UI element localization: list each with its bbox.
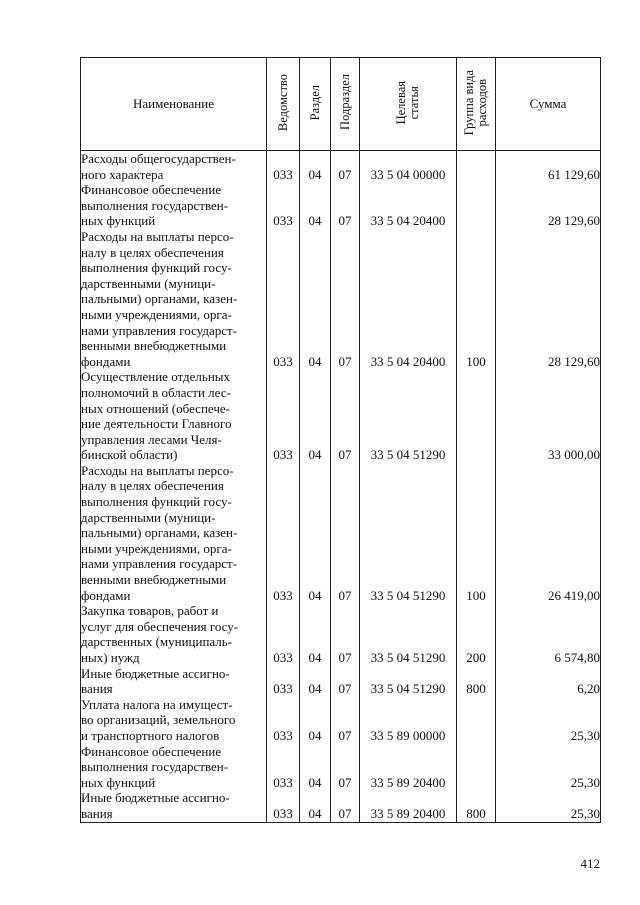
row-department: 033 bbox=[267, 229, 300, 369]
row-subsection: 07 bbox=[331, 666, 360, 697]
row-expense-group bbox=[457, 151, 496, 183]
row-target-article: 33 5 04 20400 bbox=[360, 229, 457, 369]
header-amount: Сумма bbox=[496, 58, 601, 151]
row-section: 04 bbox=[300, 369, 331, 463]
row-amount: 25,30 bbox=[496, 744, 601, 791]
row-name: Иные бюджетные ассигно- вания bbox=[81, 790, 230, 821]
header-target-article bbox=[360, 58, 457, 151]
row-expense-group: 100 bbox=[457, 463, 496, 603]
row-subsection: 07 bbox=[331, 151, 360, 183]
row-name-cell bbox=[81, 463, 267, 603]
row-amount: 25,30 bbox=[496, 790, 601, 822]
row-name-cell bbox=[81, 666, 267, 697]
table-row bbox=[81, 666, 601, 697]
row-name: Иные бюджетные ассигно- вания bbox=[81, 665, 230, 697]
row-name: Осуществление отдельных полномочий в области лес- ных отношений (обеспече- ние деятельности Главного управления лесами Челя- бинской области) bbox=[81, 369, 232, 463]
row-name-cell bbox=[81, 744, 267, 791]
row-target-article: 33 5 04 00000 bbox=[360, 151, 457, 183]
table-row bbox=[81, 790, 601, 822]
row-subsection: 07 bbox=[331, 603, 360, 665]
row-expense-group bbox=[457, 697, 496, 744]
row-subsection: 07 bbox=[331, 744, 360, 791]
row-expense-group: 100 bbox=[457, 229, 496, 369]
header-department-label: Ведомство bbox=[275, 73, 290, 131]
row-amount: 6 574,80 bbox=[496, 603, 601, 665]
row-name: Расходы на выплаты персо- налу в целях обеспечения выполнения функций госу- дарственными (муници- пальными) органами, казен- ными учреждениями, орга- нами управления государст- венными внебюджетными фондами bbox=[81, 228, 238, 369]
row-amount: 28 129,60 bbox=[496, 182, 601, 229]
table-row bbox=[81, 744, 601, 791]
table-row bbox=[81, 151, 601, 183]
row-target-article: 33 5 04 51290 bbox=[360, 603, 457, 665]
header-expense-group bbox=[457, 58, 496, 151]
row-section: 04 bbox=[300, 151, 331, 183]
row-name-cell bbox=[81, 151, 267, 183]
page-number: 412 bbox=[580, 856, 600, 871]
row-expense-group bbox=[457, 182, 496, 229]
table-row bbox=[81, 603, 601, 665]
row-department: 033 bbox=[267, 369, 300, 463]
row-target-article: 33 5 89 00000 bbox=[360, 697, 457, 744]
row-amount: 26 419,00 bbox=[496, 463, 601, 603]
row-department: 033 bbox=[267, 603, 300, 665]
row-name-cell bbox=[81, 229, 267, 369]
row-section: 04 bbox=[300, 666, 331, 697]
header-name: Наименование bbox=[81, 58, 267, 151]
row-department: 033 bbox=[267, 463, 300, 603]
row-section: 04 bbox=[300, 182, 331, 229]
table-row bbox=[81, 229, 601, 369]
row-subsection: 07 bbox=[331, 369, 360, 463]
header-section-label: Раздел bbox=[307, 84, 322, 120]
row-target-article: 33 5 04 51290 bbox=[360, 666, 457, 697]
row-name-cell bbox=[81, 182, 267, 229]
row-target-article: 33 5 04 51290 bbox=[360, 463, 457, 603]
row-subsection: 07 bbox=[331, 229, 360, 369]
row-expense-group: 800 bbox=[457, 790, 496, 822]
header-department bbox=[267, 58, 300, 151]
row-name-cell bbox=[81, 603, 267, 665]
row-target-article: 33 5 89 20400 bbox=[360, 744, 457, 791]
row-department: 033 bbox=[267, 697, 300, 744]
row-name: Уплата налога на имущест- во организаций, земельного и транспортного налогов bbox=[81, 696, 236, 743]
row-target-article: 33 5 89 20400 bbox=[360, 790, 457, 822]
header-expense-group-label: Группа вида расходов bbox=[462, 69, 489, 135]
row-amount: 33 000,00 bbox=[496, 369, 601, 463]
row-subsection: 07 bbox=[331, 463, 360, 603]
row-name: Расходы общегосударствен- ного характера bbox=[81, 151, 236, 182]
row-expense-group: 200 bbox=[457, 603, 496, 665]
row-section: 04 bbox=[300, 697, 331, 744]
row-subsection: 07 bbox=[331, 182, 360, 229]
row-name: Расходы на выплаты персо- налу в целях обеспечения выполнения функций госу- дарственными (муници- пальными) органами, казен- ными учреждениями, орга- нами управления государст- венными внебюджетными фондами bbox=[81, 462, 238, 603]
row-department: 033 bbox=[267, 151, 300, 183]
budget-table bbox=[80, 57, 601, 823]
header-subsection bbox=[331, 58, 360, 151]
table-row bbox=[81, 369, 601, 463]
row-name: Финансовое обеспечение выполнения государствен- ных функций bbox=[81, 743, 229, 790]
row-amount: 28 129,60 bbox=[496, 229, 601, 369]
row-target-article: 33 5 04 20400 bbox=[360, 182, 457, 229]
row-section: 04 bbox=[300, 463, 331, 603]
row-department: 033 bbox=[267, 666, 300, 697]
row-section: 04 bbox=[300, 790, 331, 822]
row-name-cell bbox=[81, 369, 267, 463]
row-name: Закупка товаров, работ и услуг для обеспечения госу- дарственных (муниципаль- ных) нужд bbox=[81, 603, 239, 665]
row-expense-group bbox=[457, 369, 496, 463]
row-department: 033 bbox=[267, 182, 300, 229]
row-expense-group: 800 bbox=[457, 666, 496, 697]
header-target-article-label: Целевая статья bbox=[394, 80, 421, 124]
table-header-row bbox=[81, 58, 601, 151]
row-amount: 61 129,60 bbox=[496, 151, 601, 183]
header-subsection-label: Подраздел bbox=[337, 74, 352, 131]
row-section: 04 bbox=[300, 744, 331, 791]
row-section: 04 bbox=[300, 603, 331, 665]
row-name-cell bbox=[81, 697, 267, 744]
row-department: 033 bbox=[267, 790, 300, 822]
row-department: 033 bbox=[267, 744, 300, 791]
row-name-cell bbox=[81, 790, 267, 822]
row-amount: 25,30 bbox=[496, 697, 601, 744]
row-subsection: 07 bbox=[331, 697, 360, 744]
table-row bbox=[81, 182, 601, 229]
table-row bbox=[81, 697, 601, 744]
row-section: 04 bbox=[300, 229, 331, 369]
table-row bbox=[81, 463, 601, 603]
row-expense-group bbox=[457, 744, 496, 791]
row-amount: 6,20 bbox=[496, 666, 601, 697]
row-target-article: 33 5 04 51290 bbox=[360, 369, 457, 463]
header-section bbox=[300, 58, 331, 151]
row-name: Финансовое обеспечение выполнения государствен- ных функций bbox=[81, 182, 229, 229]
row-subsection: 07 bbox=[331, 790, 360, 822]
